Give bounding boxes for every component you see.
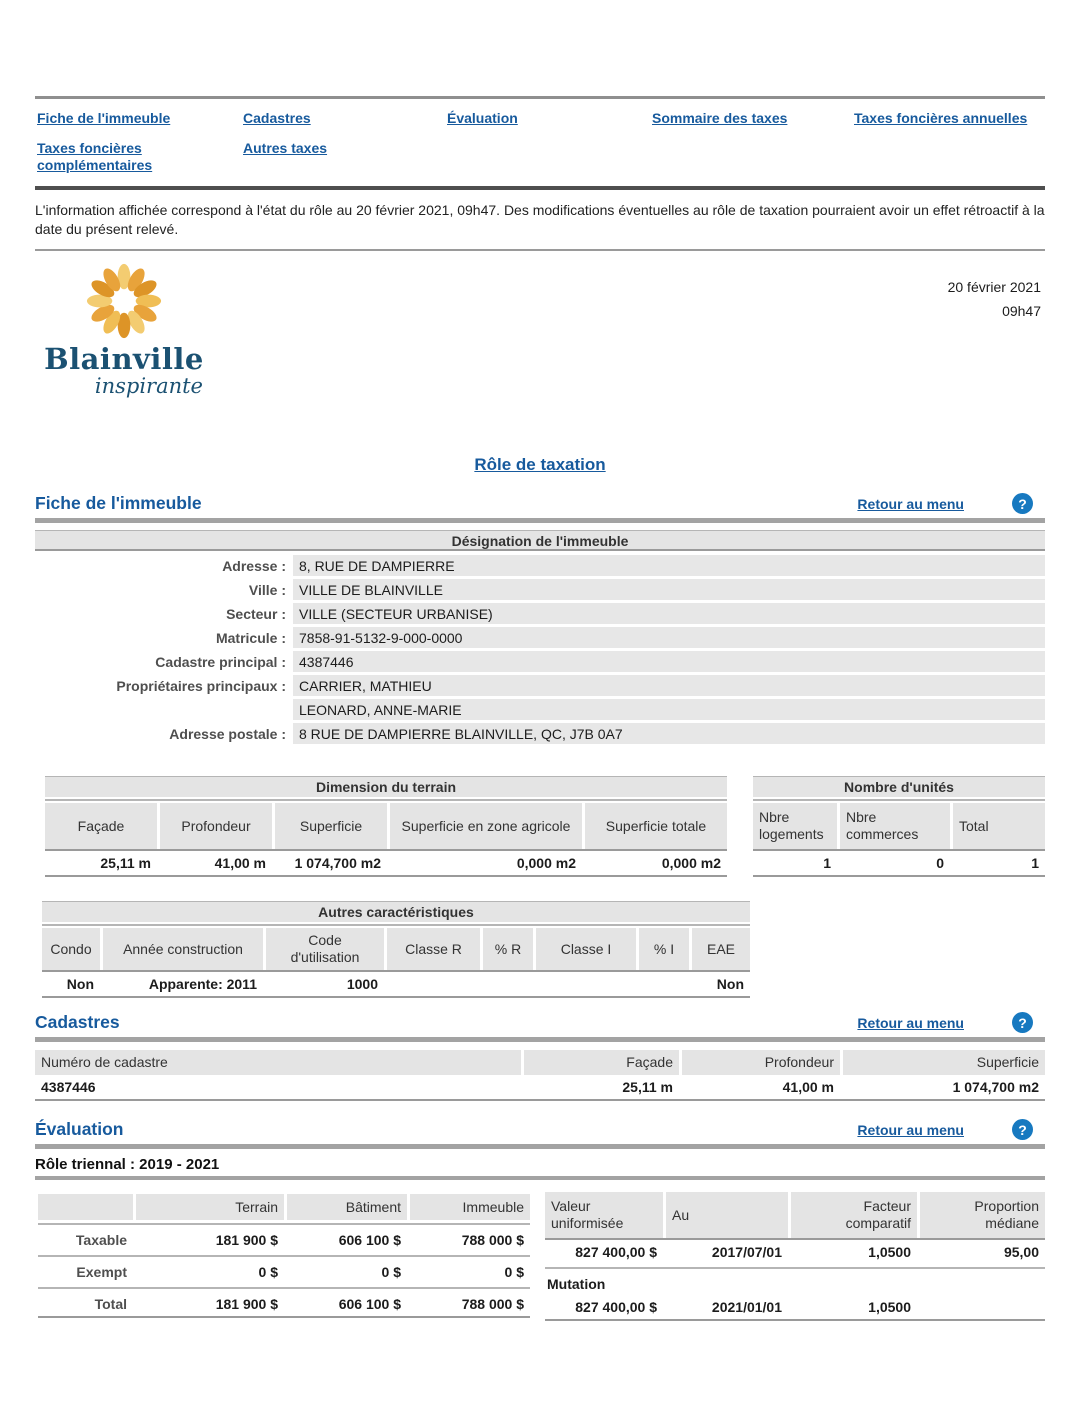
- help-icon[interactable]: ?: [1012, 493, 1033, 514]
- page-header: [35, 261, 1045, 403]
- divider: [42, 924, 750, 926]
- field-value: 4387446: [293, 651, 1045, 672]
- divider: [38, 1316, 530, 1318]
- cell: 25,11 m: [622, 1079, 673, 1095]
- cell: 0,000 m2: [516, 855, 576, 871]
- cell: 1: [823, 855, 831, 871]
- help-icon[interactable]: ?: [1012, 1119, 1033, 1140]
- cell: [536, 976, 636, 993]
- col-header: Bâtiment: [287, 1194, 407, 1220]
- row-label: Taxable: [75, 1232, 127, 1248]
- field-row: [35, 579, 1045, 600]
- divider: [35, 1176, 1045, 1180]
- dimension-terrain-table: [45, 776, 727, 877]
- cell: 1,0500: [868, 1299, 911, 1315]
- cell: 2021/01/01: [711, 1299, 782, 1315]
- mutation-label: Mutation: [547, 1276, 606, 1292]
- cell: 0 $: [504, 1264, 524, 1280]
- col-header: % R: [483, 928, 533, 970]
- logo-name: Blainville: [44, 342, 204, 376]
- cell: [483, 976, 533, 993]
- cell: 4387446: [41, 1079, 96, 1095]
- col-header: [38, 1194, 133, 1220]
- col-header: Valeur uniformisée: [545, 1192, 663, 1238]
- col-header: Classe R: [387, 928, 480, 970]
- report-date: 20 février 2021: [947, 279, 1041, 295]
- cell: Non: [716, 976, 744, 992]
- field-label: [35, 699, 293, 720]
- nav-taxes-foncieres-complementaires[interactable]: Taxes foncières complémentaires: [37, 140, 153, 173]
- table-title: Dimension du terrain: [45, 776, 727, 797]
- cell: 606 100 $: [338, 1232, 401, 1248]
- valeur-uniformisee-table: [545, 1192, 1045, 1321]
- cell: 0 $: [381, 1264, 401, 1280]
- divider: [35, 1099, 1045, 1101]
- table-row: [545, 1240, 1045, 1264]
- field-label: Secteur :: [226, 606, 286, 622]
- cell: 0,000 m2: [661, 855, 721, 871]
- cell: 1: [1031, 855, 1039, 871]
- section-evaluation-title: Évaluation: [35, 1119, 124, 1139]
- cell: 827 400,00 $: [575, 1244, 657, 1260]
- divider: [45, 799, 727, 801]
- cell: 606 100 $: [338, 1296, 401, 1312]
- nav-fiche-immeuble[interactable]: Fiche de l'immeuble: [37, 110, 171, 126]
- cell: 2017/07/01: [711, 1244, 782, 1260]
- blainville-logo: [39, 261, 209, 403]
- field-value: 8 RUE DE DAMPIERRE BLAINVILLE, QC, J7B 0A7: [293, 723, 1045, 744]
- cell: 1 074,700 m2: [294, 855, 381, 871]
- row-label: Total: [94, 1296, 127, 1312]
- col-header: Nbre commerces: [840, 803, 950, 849]
- col-header: Terrain: [136, 1194, 284, 1220]
- divider: [35, 186, 1045, 190]
- cell: 41,00 m: [782, 1079, 834, 1095]
- col-header: Numéro de cadastre: [35, 1050, 521, 1075]
- field-label: Propriétaires principaux :: [116, 678, 286, 694]
- col-header: Au: [666, 1192, 788, 1238]
- help-icon[interactable]: ?: [1012, 1012, 1033, 1033]
- col-header: Profondeur: [682, 1050, 840, 1075]
- field-value: 8, RUE DE DAMPIERRE: [293, 555, 1045, 576]
- field-row: [35, 555, 1045, 576]
- col-header: Superficie totale: [585, 803, 727, 849]
- field-label: Adresse postale :: [169, 726, 286, 742]
- divider: [35, 1037, 1045, 1042]
- nombre-unites-table: [753, 776, 1045, 877]
- section-evaluation-header: [35, 1119, 1045, 1140]
- field-value: VILLE (SECTEUR URBANISE): [293, 603, 1045, 624]
- cell: Non: [66, 976, 94, 992]
- col-header: Superficie: [275, 803, 387, 849]
- col-header: Superficie: [843, 1050, 1045, 1075]
- retour-menu-link[interactable]: Retour au menu: [857, 1014, 964, 1031]
- report-time: 09h47: [1002, 303, 1041, 319]
- table-row: [38, 1228, 530, 1252]
- col-header: Total: [953, 803, 1045, 849]
- cell: [639, 976, 689, 993]
- field-value: VILLE DE BLAINVILLE: [293, 579, 1045, 600]
- retour-menu-link[interactable]: Retour au menu: [857, 495, 964, 512]
- field-value: 7858-91-5132-9-000-0000: [293, 627, 1045, 648]
- col-header: Immeuble: [410, 1194, 530, 1220]
- cell: 827 400,00 $: [575, 1299, 657, 1315]
- cell: 95,00: [1003, 1244, 1039, 1260]
- nav-cadastres[interactable]: Cadastres: [243, 110, 311, 126]
- field-value: LEONARD, ANNE-MARIE: [293, 699, 1045, 720]
- status-notice: L'information affichée correspond à l'état du rôle au 20 février 2021, 09h47. Des modifications éventuelles au rôle de taxation pourraient avoir un effet rétroactif à la date du présent relevé.: [35, 202, 1045, 237]
- nav-evaluation[interactable]: Évaluation: [447, 110, 518, 126]
- table-title: Autres caractéristiques: [42, 901, 750, 922]
- nav-taxes-foncieres-annuelles[interactable]: Taxes foncières annuelles: [854, 110, 1028, 126]
- field-label: Adresse :: [222, 558, 286, 574]
- document-title: Rôle de taxation: [474, 455, 606, 474]
- col-header: Année construction: [103, 928, 263, 970]
- col-header: Condo: [42, 928, 100, 970]
- nav-sommaire-taxes[interactable]: Sommaire des taxes: [652, 110, 788, 126]
- col-header: Classe I: [536, 928, 636, 970]
- divider: [38, 1255, 530, 1257]
- table-row: [35, 1075, 1045, 1099]
- top-navigation: [35, 99, 1045, 186]
- divider: [45, 875, 727, 877]
- divider: [753, 799, 1045, 801]
- table-row: [38, 1260, 530, 1284]
- field-row: [35, 675, 1045, 696]
- table-title: Nombre d'unités: [753, 776, 1045, 797]
- logo-tagline: inspirante: [94, 374, 203, 398]
- valeurs-table: [38, 1192, 530, 1321]
- cell: 0: [936, 855, 944, 871]
- divider: [42, 996, 750, 998]
- autres-caracteristiques-table: [42, 901, 750, 998]
- designation-title: Désignation de l'immeuble: [35, 530, 1045, 551]
- divider: [35, 1144, 1045, 1149]
- field-label: Ville :: [248, 582, 286, 598]
- report-datetime: [948, 261, 1045, 403]
- retour-menu-link[interactable]: Retour au menu: [857, 1121, 964, 1138]
- section-cadastres-title: Cadastres: [35, 1012, 120, 1032]
- col-header: Nbre logements: [753, 803, 837, 849]
- cadastres-table: [35, 1050, 1045, 1101]
- col-header: Façade: [524, 1050, 679, 1075]
- field-row: [35, 603, 1045, 624]
- field-value: CARRIER, MATHIEU: [293, 675, 1045, 696]
- table-row: [38, 1292, 530, 1316]
- cell: Apparente: 2011: [148, 976, 257, 992]
- divider: [35, 518, 1045, 523]
- cell: 181 900 $: [215, 1232, 278, 1248]
- nav-autres-taxes[interactable]: Autres taxes: [243, 140, 328, 156]
- section-cadastres-header: [35, 1012, 1045, 1033]
- sunburst-icon: [83, 261, 165, 341]
- col-header: Profondeur: [160, 803, 272, 849]
- divider: [545, 1267, 1045, 1269]
- cell: 1,0500: [868, 1244, 911, 1260]
- divider: [35, 249, 1045, 251]
- role-triennal-label: Rôle triennal : 2019 - 2021: [35, 1156, 220, 1173]
- divider: [545, 1319, 1045, 1321]
- designation-fields: [35, 555, 1045, 744]
- row-label: Exempt: [76, 1264, 127, 1280]
- cell: 181 900 $: [215, 1296, 278, 1312]
- col-header: EAE: [692, 928, 750, 970]
- table-row: [545, 1295, 1045, 1319]
- col-header: Façade: [45, 803, 157, 849]
- col-header: Facteur comparatif: [791, 1192, 917, 1238]
- cell: 0 $: [258, 1264, 278, 1280]
- cell: [920, 1299, 1045, 1316]
- field-row: [35, 627, 1045, 648]
- col-header: % I: [639, 928, 689, 970]
- divider: [38, 1287, 530, 1289]
- cell: 41,00 m: [214, 855, 266, 871]
- col-header: Superficie en zone agricole: [390, 803, 582, 849]
- cell: [387, 976, 480, 993]
- field-label: Matricule :: [215, 630, 286, 646]
- section-fiche-header: [35, 493, 1045, 514]
- divider: [753, 875, 1045, 877]
- field-label: Cadastre principal :: [155, 654, 286, 670]
- divider: [38, 1223, 530, 1225]
- cell: 1 074,700 m2: [952, 1079, 1039, 1095]
- field-row: [35, 699, 1045, 720]
- field-row: [35, 651, 1045, 672]
- section-fiche-title: Fiche de l'immeuble: [35, 493, 202, 513]
- cell: 788 000 $: [461, 1296, 524, 1312]
- cell: 788 000 $: [461, 1232, 524, 1248]
- col-header: Code d'utilisation: [266, 928, 384, 970]
- col-header: Proportion médiane: [920, 1192, 1045, 1238]
- field-row: [35, 723, 1045, 744]
- cell: 1000: [346, 976, 378, 992]
- cell: 25,11 m: [100, 855, 151, 871]
